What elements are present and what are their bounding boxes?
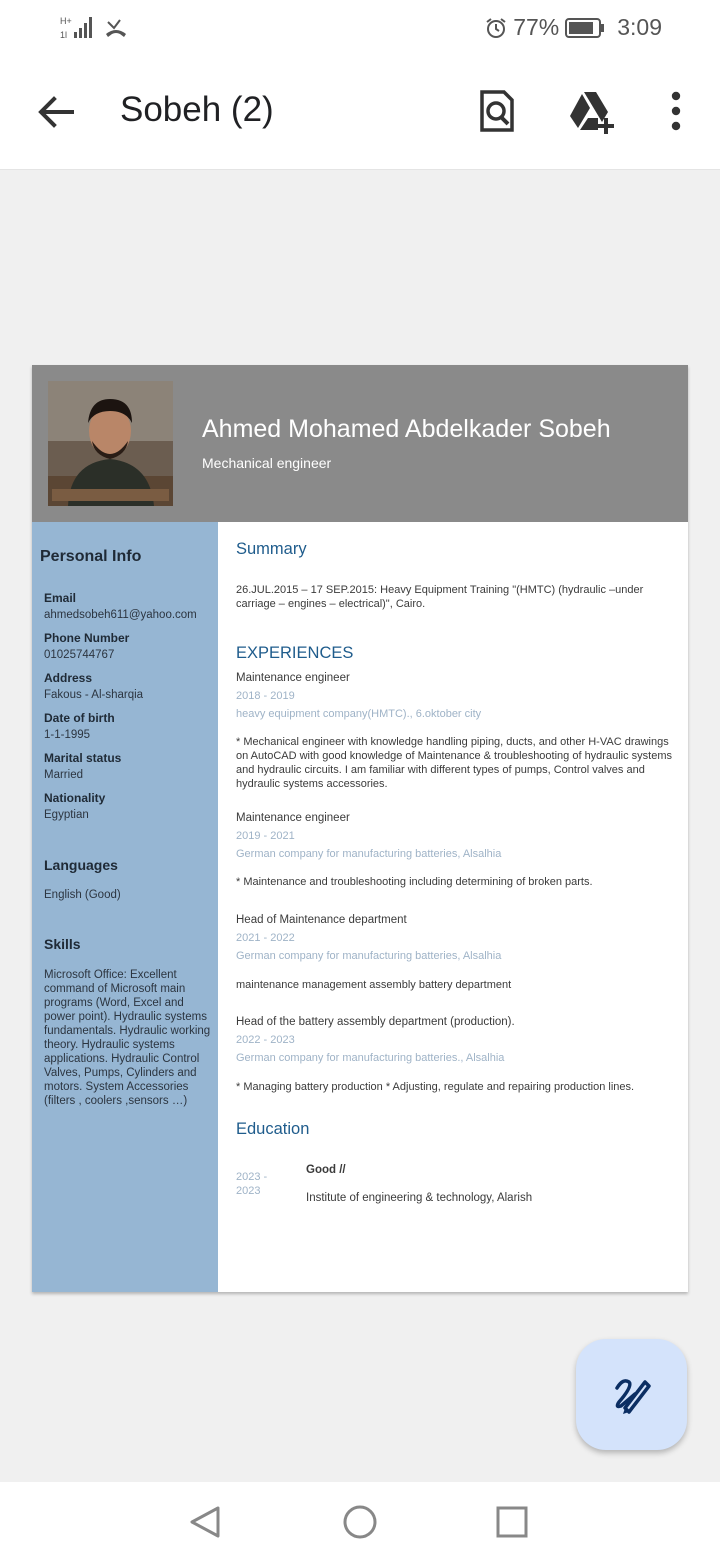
- nav-back-button[interactable]: [186, 1502, 226, 1542]
- system-nav-bar: [0, 1482, 720, 1560]
- experience-company: German company for manufacturing batteries, Alsalhia: [236, 950, 502, 962]
- experiences-heading: EXPERIENCES: [236, 644, 354, 662]
- experience-years: 2022 - 2023: [236, 1034, 295, 1046]
- battery-icon: [565, 17, 605, 39]
- experience-years: 2021 - 2022: [236, 932, 295, 944]
- experience-years: 2018 - 2019: [236, 690, 295, 702]
- experience-description: * Maintenance and troubleshooting including determining of broken parts.: [236, 876, 593, 888]
- experience-years: 2019 - 2021: [236, 830, 295, 842]
- status-right: [485, 14, 662, 41]
- app-bar: [0, 58, 720, 170]
- phone-value: 01025744767: [44, 649, 115, 661]
- summary-text: 26.JUL.2015 – 17 SEP.2015: Heavy Equipment Training "(HMTC) (hydraulic –under carriage – engines – electrical)", Cairo.: [236, 584, 644, 610]
- languages-value: English (Good): [44, 889, 121, 901]
- address-value: Fakous - Al-sharqia: [44, 689, 144, 701]
- alarm-icon: [485, 17, 507, 39]
- skills-text: Microsoft Office: Excellent command of Microsoft main programs (Word, Excel and power point). Hydraulic systems fundamentals. Hydraulic working theory. Hydraulic systems applications. Hydraulic Control Valves, Pumps, Cylinders and motors. System Accessories (filters , coolers ,sensors …): [44, 969, 211, 1107]
- experience-description: * Managing battery production * Adjusting, regulate and repairing production lines.: [236, 1081, 635, 1093]
- skills-heading: Skills: [44, 936, 81, 952]
- profile-photo-image: [48, 381, 173, 506]
- experience-company: heavy equipment company(HMTC)., 6.oktober city: [236, 708, 482, 720]
- candidate-name: Ahmed Mohamed Abdelkader Sobeh: [202, 415, 611, 443]
- nav-back-icon: [186, 1502, 226, 1542]
- more-vert-icon: [656, 88, 696, 134]
- svg-text:H+: H+: [60, 16, 72, 26]
- candidate-role: Mechanical engineer: [202, 455, 332, 471]
- experience-position: Head of the battery assembly department (production).: [236, 1016, 515, 1028]
- resume-header: [32, 365, 688, 522]
- more-options-button[interactable]: [656, 88, 702, 134]
- nav-recents-icon: [492, 1502, 532, 1542]
- education-heading: Education: [236, 1120, 310, 1138]
- edit-fab-button[interactable]: [576, 1339, 687, 1450]
- nav-home-icon: [340, 1502, 380, 1542]
- experience-company: German company for manufacturing batteries, Alsalhia: [236, 848, 502, 860]
- add-to-drive-button[interactable]: [568, 88, 614, 134]
- resume-main: [218, 522, 688, 1292]
- experience-position: Head of Maintenance department: [236, 914, 407, 926]
- dob-label: Date of birth: [44, 711, 115, 725]
- address-label: Address: [44, 671, 93, 685]
- phone-label: Phone Number: [44, 631, 130, 645]
- svg-text:1l: 1l: [60, 30, 68, 40]
- experience-position: Maintenance engineer: [236, 672, 350, 684]
- nav-recents-button[interactable]: [492, 1502, 532, 1542]
- drive-add-icon: [568, 88, 616, 134]
- clock-time: 3:09: [617, 14, 662, 40]
- status-bar: [0, 0, 720, 58]
- resume-page[interactable]: [32, 365, 688, 1292]
- profile-photo: [48, 381, 173, 506]
- dob-value: 1-1-1995: [44, 729, 91, 741]
- nav-home-button[interactable]: [340, 1502, 380, 1542]
- email-label: Email: [44, 591, 77, 605]
- summary-heading: Summary: [236, 540, 307, 558]
- battery-percent: 77%: [513, 14, 560, 40]
- find-in-page-icon: [474, 88, 520, 134]
- experience-description: maintenance management assembly battery department: [236, 979, 512, 991]
- cellular-signal-icon: [60, 14, 96, 40]
- resume-sidebar: [32, 522, 218, 1292]
- document-title: Sobeh (2): [120, 90, 274, 129]
- nationality-label: Nationality: [44, 791, 106, 805]
- find-in-page-button[interactable]: [474, 88, 520, 134]
- missed-call-icon: [104, 16, 128, 40]
- back-button[interactable]: [34, 90, 78, 134]
- experience-company: German company for manufacturing batteries., Alsalhia: [236, 1052, 505, 1064]
- languages-heading: Languages: [44, 857, 118, 873]
- marital-value: Married: [44, 769, 83, 781]
- education-grade: Good //: [306, 1164, 346, 1176]
- experience-position: Maintenance engineer: [236, 812, 350, 824]
- edit-pen-icon: [609, 1372, 655, 1418]
- status-left: [60, 14, 128, 40]
- marital-label: Marital status: [44, 751, 122, 765]
- back-arrow-icon: [34, 90, 78, 134]
- experience-description: * Mechanical engineer with knowledge handling piping, ducts, and other H-VAC drawings on AutoCAD with good knowledge of Maintenance & troubleshooting of hydraulic systems and hydraulic circuits. I am familiar with different types of pumps, Control valves and hydraulic systems accessories.: [236, 736, 672, 790]
- education-years: 2023 - 2023: [236, 1171, 268, 1197]
- nationality-value: Egyptian: [44, 809, 89, 821]
- email-value: ahmedsobeh611@yahoo.com: [44, 609, 197, 621]
- education-institution: Institute of engineering & technology, Alarish: [306, 1192, 533, 1204]
- personal-info-heading: Personal Info: [40, 548, 142, 565]
